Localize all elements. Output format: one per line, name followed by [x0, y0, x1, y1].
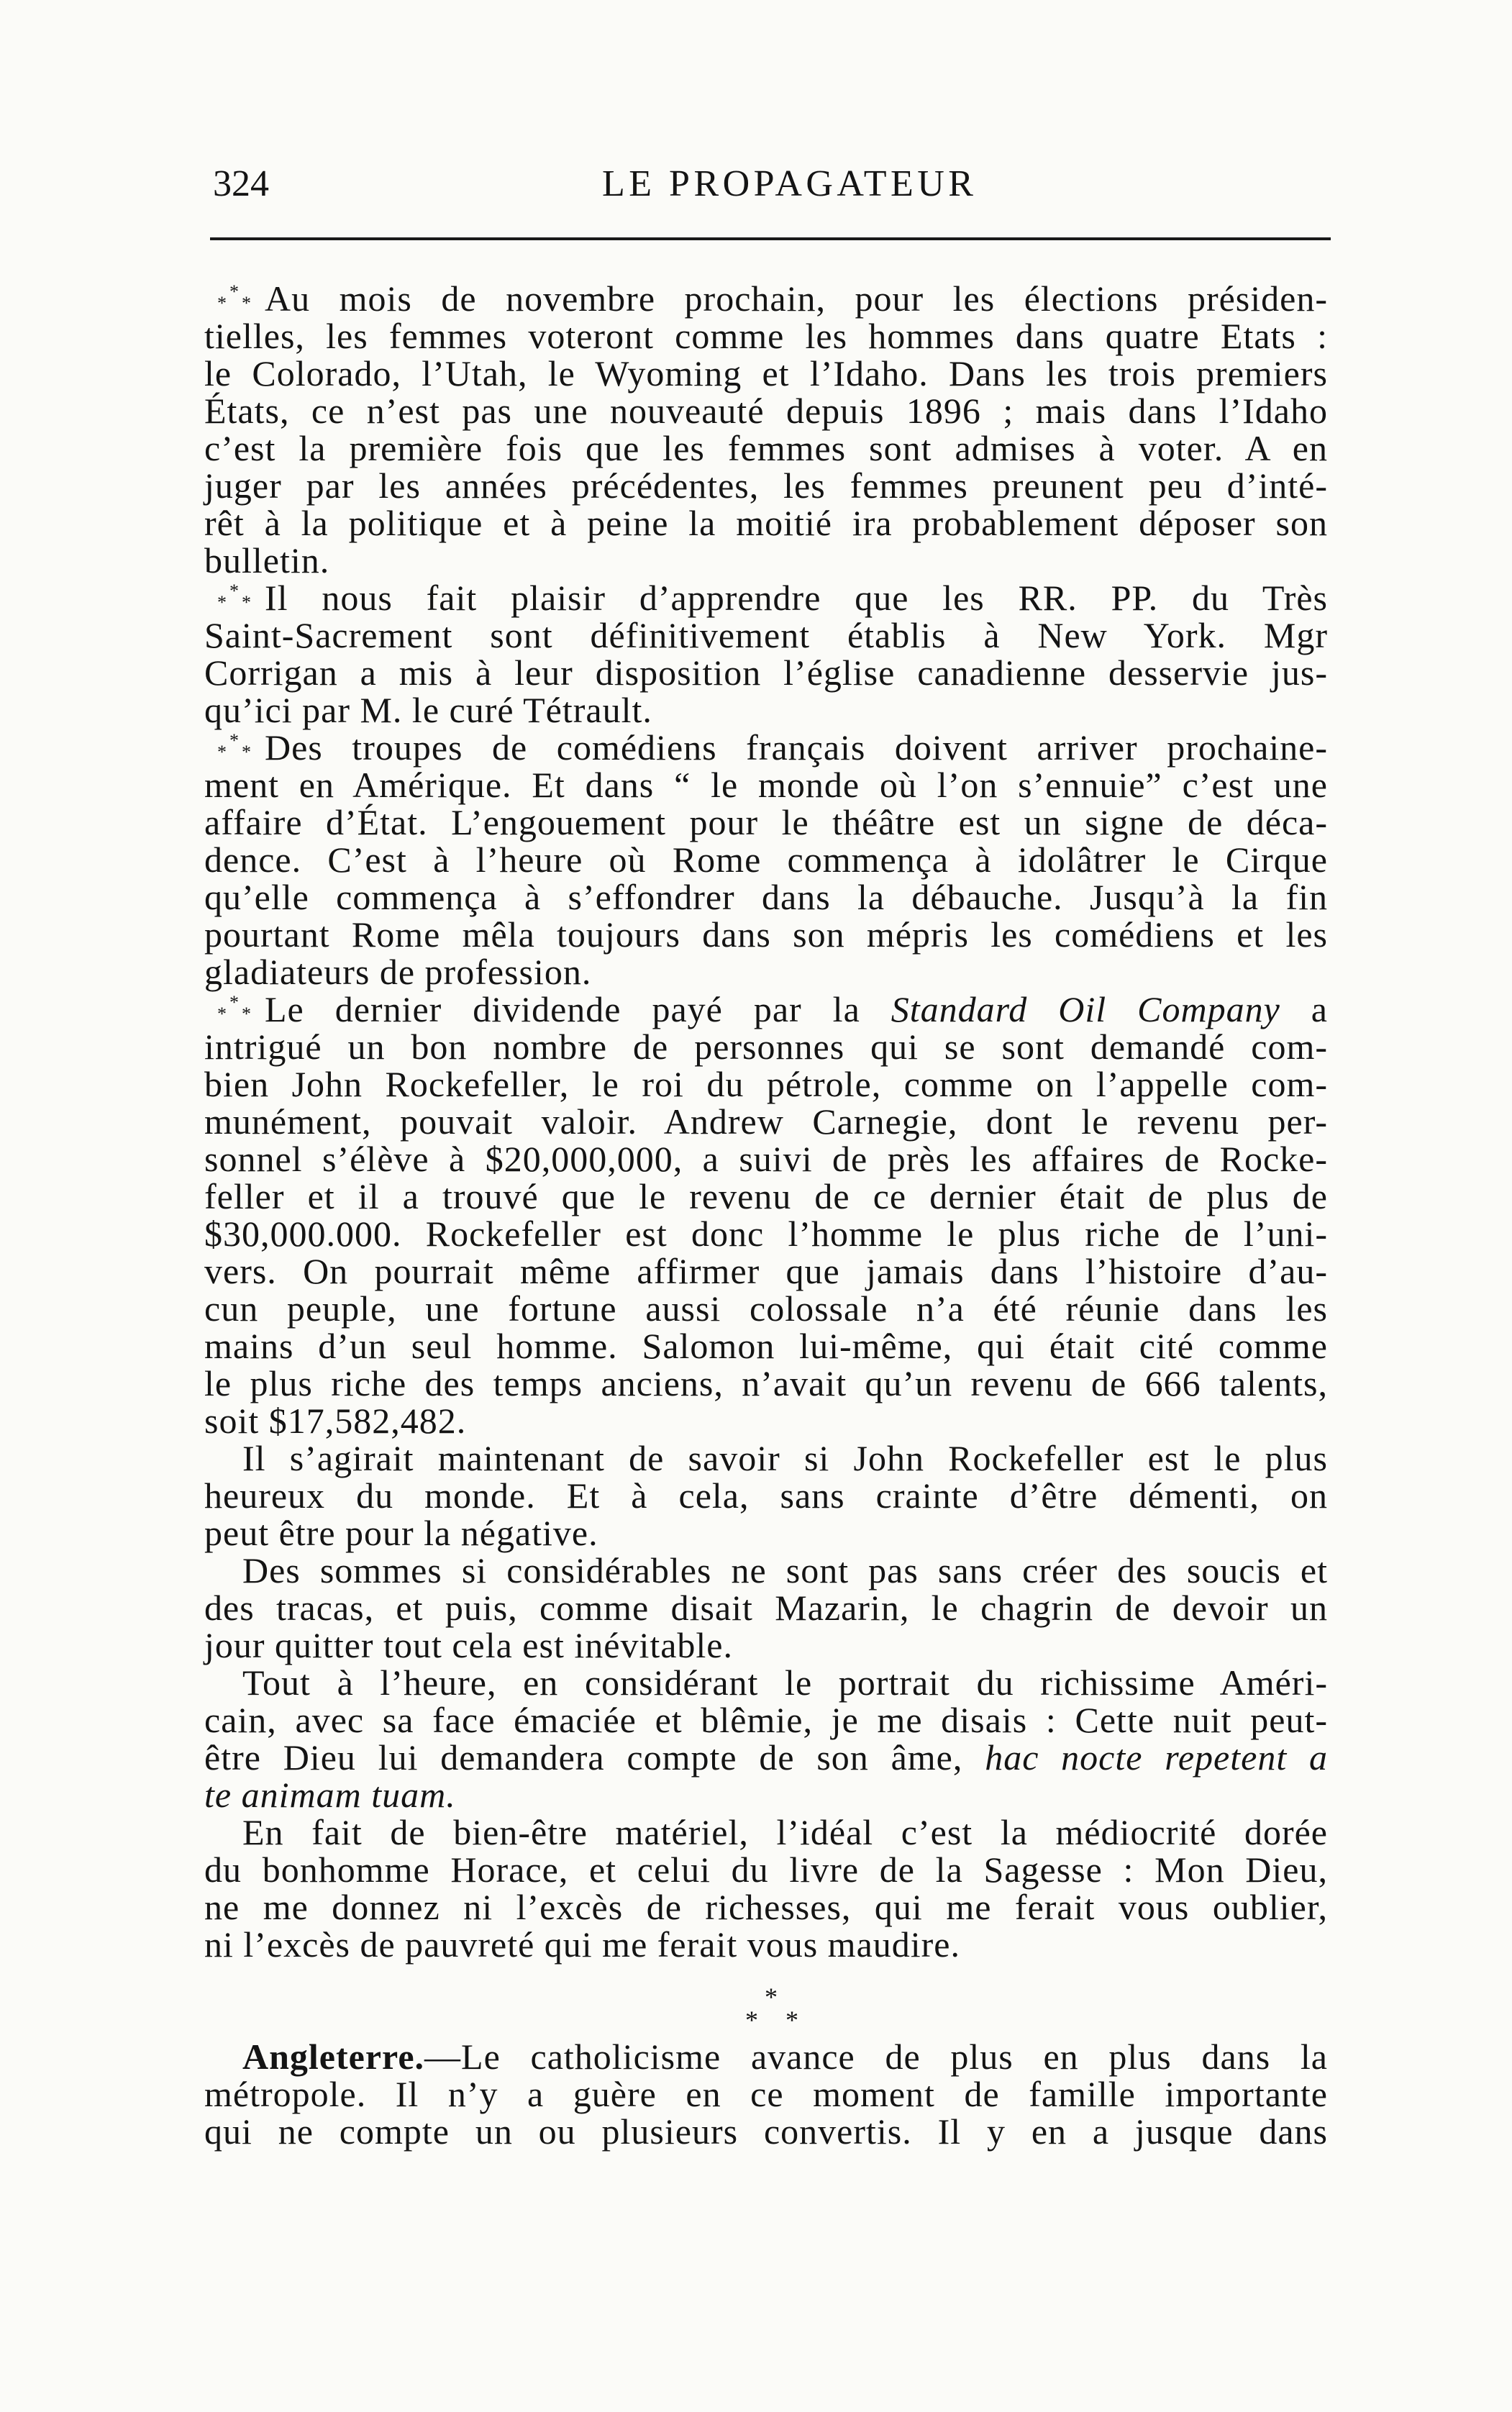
- text-line: [204, 1888, 1328, 1926]
- text-run: qu’ici par M. le curé Tétrault.: [204, 690, 652, 730]
- paragraph: [204, 1552, 1328, 1664]
- text-line: [204, 1701, 1328, 1739]
- text-run: $30,000.000. Rockefeller est donc l’homme le plus riche de l’uni-: [204, 1214, 1328, 1254]
- text-line: [204, 916, 1328, 953]
- text-line: [204, 1589, 1328, 1626]
- text-line: [204, 579, 1328, 616]
- text-line: [204, 1776, 1328, 1813]
- text-line: [204, 616, 1328, 654]
- text-line: [204, 1851, 1328, 1888]
- text-line: [204, 1626, 1328, 1664]
- asterism-star: *: [229, 730, 239, 751]
- text-run: feller et il a trouvé que le revenu de ce dernier était de plus de: [204, 1176, 1328, 1216]
- text-run: dence. C’est à l’heure où Rome commença à idolâtrer le Cirque: [204, 839, 1328, 880]
- text-run: Corrigan a mis à leur disposition l’église canadienne desservie jus-: [204, 652, 1328, 693]
- text-run: sonnel s’élève à $20,000,000, a suivi de près les affaires de Rocke-: [204, 1139, 1328, 1179]
- text-run: qui ne compte un ou plusieurs convertis. Il y en a jusque dans: [204, 2111, 1328, 2152]
- asterism-mark: [217, 730, 256, 763]
- text-line: [204, 355, 1328, 392]
- text-line: [204, 542, 1328, 579]
- text-line: [204, 504, 1328, 542]
- text-run: peut être pour la négative.: [204, 1513, 598, 1553]
- text-run: affaire d’État. L’engouement pour le théâtre est un signe de déca-: [204, 802, 1328, 842]
- text-line: [204, 691, 1328, 729]
- text-line: [204, 392, 1328, 429]
- text-line: [204, 1140, 1328, 1178]
- divider-star: *: [745, 2006, 758, 2034]
- text-run: Il nous fait plaisir d’apprendre que les RR. PP. du Très: [265, 578, 1328, 618]
- text-line: [204, 1365, 1328, 1402]
- text-line: [204, 1477, 1328, 1514]
- text-run: être Dieu lui demandera compte de son âme,: [204, 1737, 985, 1778]
- paragraph: [204, 579, 1328, 729]
- italic-text: te animam tuam.: [204, 1775, 456, 1815]
- paragraph: [204, 1439, 1328, 1552]
- text-line: [242, 2038, 1328, 2075]
- asterism-star: *: [242, 293, 251, 314]
- text-run: ment en Amérique. Et dans “ le monde où l’on s’ennuie” c’est une: [204, 765, 1328, 805]
- text-run: des tracas, et puis, comme disait Mazarin, le chagrin de devoir un: [204, 1588, 1328, 1628]
- asterism-star: *: [242, 742, 251, 763]
- text-run: Des troupes de comédiens français doivent arriver prochaine-: [265, 727, 1328, 768]
- text-line: [242, 1439, 1328, 1477]
- text-run: vers. On pourrait même affirmer que jamais dans l’histoire d’au-: [204, 1251, 1328, 1291]
- text-run: rêt à la politique et à peine la moitié ira probablement déposer son: [204, 503, 1328, 543]
- asterism-mark: [217, 281, 256, 314]
- asterism-star: *: [242, 1004, 251, 1024]
- text-line: [204, 1327, 1328, 1365]
- italic-text: hac nocte repetent a: [985, 1737, 1329, 1778]
- asterism-star: *: [229, 281, 239, 302]
- text-run: États, ce n’est pas une nouveauté depuis 1896 ; mais dans l’Idaho: [204, 391, 1328, 431]
- body-text: [204, 280, 1328, 2150]
- text-run: Tout à l’heure, en considérant le portrait du richissime Améri-: [242, 1662, 1328, 1703]
- text-run: jour quitter tout cela est inévitable.: [204, 1625, 733, 1665]
- text-line: [204, 1739, 1328, 1776]
- asterism-star: *: [242, 592, 251, 613]
- text-run: a: [1280, 989, 1328, 1029]
- text-line: [204, 1028, 1328, 1065]
- paragraph: [204, 2038, 1328, 2150]
- text-run: cun peuple, une fortune aussi colossale n’a été réunie dans les: [204, 1288, 1328, 1329]
- text-line: [204, 654, 1328, 691]
- text-run: mains d’un seul homme. Salomon lui-même, qui était cité comme: [204, 1326, 1328, 1366]
- asterism-star: *: [217, 742, 227, 763]
- text-line: [204, 1926, 1328, 1963]
- text-run: soit $17,582,482.: [204, 1401, 467, 1441]
- text-line: [242, 1664, 1328, 1701]
- text-run: intrigué un bon nombre de personnes qui se sont demandé com-: [204, 1027, 1328, 1067]
- text-line: [204, 953, 1328, 991]
- text-run: bulletin.: [204, 540, 330, 581]
- text-line: [204, 1514, 1328, 1552]
- text-line: [242, 1552, 1328, 1589]
- text-run: cain, avec sa face émaciée et blêmie, je me disais : Cette nuit peut-: [204, 1700, 1328, 1740]
- text-run: bien John Rockefeller, le roi du pétrole, comme on l’appelle com-: [204, 1064, 1328, 1104]
- text-run: c’est la première fois que les femmes sont admises à voter. A en: [204, 428, 1328, 468]
- asterism-star: *: [229, 992, 239, 1013]
- text-line: [204, 2113, 1328, 2150]
- asterism-star: *: [217, 592, 227, 613]
- divider-star: *: [765, 1983, 778, 2011]
- text-run: pourtant Rome mêla toujours dans son mépris les comédiens et les: [204, 914, 1328, 955]
- section-divider: [204, 1963, 1328, 2038]
- paragraph: [204, 280, 1328, 579]
- text-line: [204, 1178, 1328, 1215]
- text-line: [204, 1215, 1328, 1252]
- text-run: le Colorado, l’Utah, le Wyoming et l’Idaho. Dans les trois premiers: [204, 353, 1328, 393]
- text-run: Des sommes si considérables ne sont pas sans créer des soucis et: [242, 1550, 1328, 1590]
- text-line: [204, 1065, 1328, 1103]
- text-run: du bonhomme Horace, et celui du livre de la Sagesse : Mon Dieu,: [204, 1849, 1328, 1890]
- text-line: [204, 1252, 1328, 1290]
- text-run: le plus riche des temps anciens, n’avait qu’un revenu de 666 talents,: [204, 1363, 1328, 1403]
- paragraph: [204, 991, 1328, 1439]
- text-run: juger par les années précédentes, les femmes preunent peu d’inté-: [204, 465, 1328, 506]
- text-run: Saint-Sacrement sont définitivement établis à New York. Mgr: [204, 615, 1328, 655]
- text-run: En fait de bien-être matériel, l’idéal c’est la médiocrité dorée: [242, 1812, 1328, 1852]
- text-run: —Le catholicisme avance de plus en plus dans la: [424, 2036, 1328, 2077]
- asterism-mark: [217, 992, 256, 1024]
- text-run: Il s’agirait maintenant de savoir si John Rockefeller est le plus: [242, 1438, 1328, 1478]
- text-run: métropole. Il n’y a guère en ce moment de famille importante: [204, 2074, 1328, 2114]
- text-run: heureux du monde. Et à cela, sans crainte d’être démenti, on: [204, 1475, 1328, 1516]
- divider-star: *: [785, 2006, 798, 2034]
- text-line: [242, 1813, 1328, 1851]
- asterism-mark: [217, 581, 256, 613]
- text-run: munément, pouvait valoir. Andrew Carnegie, dont le revenu per-: [204, 1101, 1328, 1142]
- text-run: gladiateurs de profession.: [204, 952, 592, 992]
- asterism-star: *: [217, 293, 227, 314]
- text-line: [204, 1290, 1328, 1327]
- text-line: [204, 991, 1328, 1028]
- text-run: qu’elle commença à s’effondrer dans la débauche. Jusqu’à la fin: [204, 877, 1328, 917]
- asterism-star: *: [217, 1004, 227, 1024]
- text-line: [204, 804, 1328, 841]
- asterism-star: *: [229, 581, 239, 601]
- text-line: [204, 467, 1328, 504]
- paragraph: [204, 1664, 1328, 1813]
- text-line: [204, 1402, 1328, 1439]
- running-title: LE PROPAGATEUR: [602, 163, 978, 204]
- page-number: 324: [213, 163, 269, 204]
- text-run: ne me donnez ni l’excès de richesses, qui me ferait vous oublier,: [204, 1887, 1328, 1927]
- text-line: [204, 766, 1328, 804]
- text-run: Au mois de novembre prochain, pour les élections présiden-: [265, 278, 1328, 319]
- text-run: Le dernier dividende payé par la: [265, 989, 891, 1029]
- text-line: [204, 729, 1328, 766]
- header-rule: [210, 237, 1331, 240]
- section-heading: Angleterre.: [242, 2036, 425, 2077]
- text-line: [204, 841, 1328, 878]
- text-line: [204, 317, 1328, 355]
- text-line: [204, 1103, 1328, 1140]
- text-line: [204, 878, 1328, 916]
- text-line: [204, 2075, 1328, 2113]
- text-run: tielles, les femmes voteront comme les hommes dans quatre Etats :: [204, 316, 1328, 356]
- text-line: [204, 280, 1328, 317]
- paragraph: [204, 1813, 1328, 1963]
- text-run: ni l’excès de pauvreté qui me ferait vous maudire.: [204, 1924, 961, 1965]
- text-line: [204, 429, 1328, 467]
- paragraph: [204, 729, 1328, 991]
- italic-text: Standard Oil Company: [891, 989, 1280, 1029]
